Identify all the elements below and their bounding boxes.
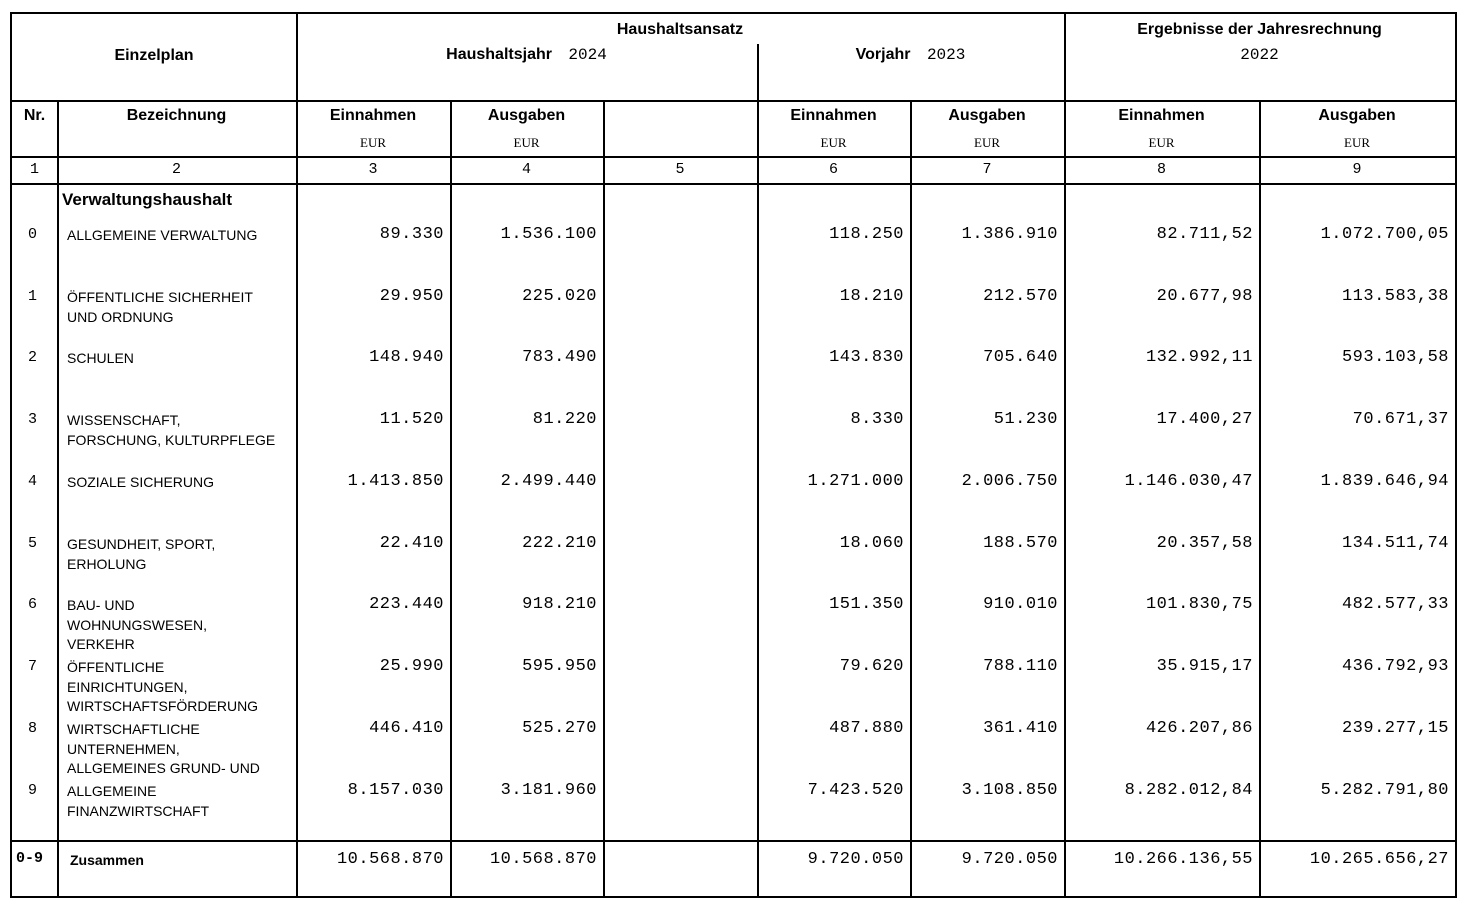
row-nr: 7 [28, 658, 38, 675]
ergebnisse-year: 2022 [1240, 46, 1279, 64]
row-label-line: WIRTSCHAFTLICHE [67, 721, 200, 737]
col-divider-3 [450, 100, 452, 898]
column-number: 8 [1156, 161, 1166, 178]
row-value: 426.207,86 [1145, 719, 1253, 738]
column-number: 4 [521, 161, 531, 178]
row-value: 51.230 [993, 410, 1058, 429]
bezeichnung-heading: Bezeichnung [126, 107, 227, 124]
column-number: 9 [1352, 161, 1362, 178]
row-value: 8.330 [850, 410, 904, 429]
ausgaben-heading-2022: Ausgaben [1318, 107, 1396, 124]
total-value: 10.568.870 [336, 850, 444, 869]
row-label [67, 535, 215, 574]
row-value: 29.950 [379, 287, 444, 306]
row-label-line: SOZIALE SICHERUNG [67, 474, 215, 490]
row-value: 20.357,58 [1156, 534, 1253, 553]
row-value: 89.330 [379, 225, 444, 244]
row-value: 595.950 [522, 657, 597, 676]
column-number: 7 [982, 161, 992, 178]
row-value: 20.677,98 [1156, 287, 1253, 306]
row-label [67, 411, 275, 450]
row-value: 18.210 [839, 287, 904, 306]
row-nr: 0 [28, 226, 38, 243]
row-label-line: FINANZWIRTSCHAFT [67, 802, 210, 819]
row-value: 3.181.960 [500, 781, 597, 800]
budget-table [10, 12, 1457, 898]
total-value: 9.720.050 [961, 850, 1058, 869]
row-value: 143.830 [829, 348, 904, 367]
row-value: 1.386.910 [961, 225, 1058, 244]
row-label-line: GESUNDHEIT, SPORT, [67, 536, 216, 552]
row-value: 525.270 [522, 719, 597, 738]
row-label-line: ALLGEMEINE [67, 783, 157, 799]
row-label-line: UNTERNEHMEN, [67, 740, 180, 757]
row-value: 25.990 [379, 657, 444, 676]
row-value: 788.110 [983, 657, 1058, 676]
total-value: 10.568.870 [489, 850, 597, 869]
nr-heading: Nr. [23, 107, 46, 124]
einzelplan-heading: Einzelplan [114, 47, 194, 64]
row-value: 487.880 [829, 719, 904, 738]
row-label-line: FORSCHUNG, KULTURPFLEGE [67, 431, 276, 448]
ausgaben-heading-2024: Ausgaben [487, 107, 566, 124]
unit-eur: EUR [820, 135, 847, 150]
row-nr: 8 [28, 720, 38, 737]
row-value: 225.020 [522, 287, 597, 306]
row-value: 101.830,75 [1145, 595, 1253, 614]
row-value: 5.282.791,80 [1320, 781, 1449, 800]
row-label-line: EINRICHTUNGEN, [67, 678, 188, 695]
row-value: 482.577,33 [1341, 595, 1449, 614]
row-value: 1.146.030,47 [1124, 472, 1253, 491]
row-label-line: ALLGEMEINES GRUND- UND [67, 760, 260, 776]
column-number: 3 [368, 161, 378, 178]
row-value: 705.640 [983, 348, 1058, 367]
row-label [67, 720, 260, 779]
row-nr: 1 [28, 288, 38, 305]
ergebnisse-heading: Ergebnisse der Jahresrechnung [1137, 21, 1382, 38]
row-value: 151.350 [829, 595, 904, 614]
row-label-line: UND ORDNUNG [67, 308, 174, 325]
row-value: 148.940 [369, 348, 444, 367]
column-number: 2 [171, 161, 181, 178]
row-value: 35.915,17 [1156, 657, 1253, 676]
row-value: 188.570 [983, 534, 1058, 553]
row-label-line: WOHNUNGSWESEN, [67, 616, 207, 633]
row-nr: 4 [28, 473, 38, 490]
row-value: 1.072.700,05 [1320, 225, 1449, 244]
row-value: 134.511,74 [1341, 534, 1449, 553]
row-value: 70.671,37 [1352, 410, 1449, 429]
haushaltsjahr-heading [296, 46, 757, 64]
row-value: 1.413.850 [347, 472, 444, 491]
row-value: 8.282.012,84 [1124, 781, 1253, 800]
row-value: 81.220 [532, 410, 597, 429]
row-value: 222.210 [522, 534, 597, 553]
row-label-line: VERKEHR [67, 636, 135, 652]
vorjahr-heading [757, 46, 1064, 64]
total-nr: 0-9 [16, 850, 44, 867]
row-value: 212.570 [983, 287, 1058, 306]
row-value: 783.490 [522, 348, 597, 367]
column-number: 6 [828, 161, 838, 178]
row-nr: 5 [28, 535, 38, 552]
total-divider [12, 840, 1455, 842]
row-label-line: ERHOLUNG [67, 555, 147, 572]
row-value: 2.499.440 [500, 472, 597, 491]
row-value: 18.060 [839, 534, 904, 553]
row-value: 7.423.520 [807, 781, 904, 800]
row-label [67, 226, 257, 246]
unit-eur: EUR [513, 135, 540, 150]
row-value: 113.583,38 [1341, 287, 1449, 306]
row-value: 361.410 [983, 719, 1058, 738]
row-label [67, 288, 253, 327]
col-divider-4 [603, 100, 605, 898]
row-value: 1.839.646,94 [1320, 472, 1449, 491]
header-divider [12, 100, 1455, 102]
row-nr: 2 [28, 349, 38, 366]
row-value: 17.400,27 [1156, 410, 1253, 429]
unit-eur: EUR [1344, 135, 1370, 150]
row-value: 11.520 [379, 410, 444, 429]
row-nr: 6 [28, 596, 38, 613]
einnahmen-heading-2024: Einnahmen [329, 107, 417, 124]
row-value: 3.108.850 [961, 781, 1058, 800]
row-value: 593.103,58 [1341, 348, 1449, 367]
total-value: 9.720.050 [807, 850, 904, 869]
row-value: 239.277,15 [1341, 719, 1449, 738]
row-label-line: ALLGEMEINE VERWALTUNG [67, 227, 258, 243]
vorjahr-year: 2023 [926, 46, 966, 64]
row-value: 910.010 [983, 595, 1058, 614]
column-number: 1 [29, 161, 39, 178]
haushaltsansatz-heading: Haushaltsansatz [616, 21, 744, 38]
col-divider-6 [910, 100, 912, 898]
haushaltsjahr-year: 2024 [568, 46, 607, 64]
vorjahr-label: Vorjahr [855, 46, 911, 63]
row-value: 79.620 [839, 657, 904, 676]
row-label-line: WISSENSCHAFT, [67, 412, 181, 428]
haushaltsjahr-label: Haushaltsjahr [446, 46, 552, 63]
unit-eur: EUR [360, 135, 386, 150]
total-label: Zusammen [70, 852, 144, 868]
row-value: 1.536.100 [500, 225, 597, 244]
row-value: 223.440 [369, 595, 444, 614]
row-nr: 3 [28, 411, 38, 428]
row-value: 918.210 [522, 595, 597, 614]
row-value: 118.250 [829, 225, 904, 244]
col-divider-8 [1259, 100, 1261, 898]
row-label [67, 349, 134, 369]
row-label [67, 782, 209, 821]
row-label-line: ÖFFENTLICHE [67, 659, 165, 675]
row-value: 436.792,93 [1341, 657, 1449, 676]
row-value: 446.410 [369, 719, 444, 738]
row-value: 22.410 [379, 534, 444, 553]
subheader-divider [12, 156, 1455, 158]
row-label [67, 658, 258, 717]
col-divider-1 [57, 100, 59, 898]
total-value: 10.266.136,55 [1113, 850, 1253, 869]
row-value: 82.711,52 [1156, 225, 1253, 244]
row-nr: 9 [28, 782, 38, 799]
total-value: 10.265.656,27 [1309, 850, 1449, 869]
column-number: 5 [675, 161, 685, 178]
row-value: 8.157.030 [347, 781, 444, 800]
unit-eur: EUR [974, 135, 1000, 150]
row-value: 132.992,11 [1145, 348, 1253, 367]
row-label [67, 596, 207, 655]
unit-eur: EUR [1148, 135, 1175, 150]
row-label-line: BAU- UND [67, 597, 135, 613]
column-number-divider [12, 183, 1455, 185]
row-label-line: ÖFFENTLICHE SICHERHEIT [67, 289, 253, 305]
row-label-line: SCHULEN [67, 350, 134, 366]
ausgaben-heading-2023: Ausgaben [948, 107, 1026, 124]
section-title: Verwaltungshaushalt [62, 190, 233, 209]
row-label [67, 473, 214, 493]
row-value: 1.271.000 [807, 472, 904, 491]
row-value: 2.006.750 [961, 472, 1058, 491]
row-label-line: WIRTSCHAFTSFÖRDERUNG [67, 698, 259, 714]
einnahmen-heading-2022: Einnahmen [1118, 107, 1205, 124]
einnahmen-heading-2023: Einnahmen [790, 107, 877, 124]
